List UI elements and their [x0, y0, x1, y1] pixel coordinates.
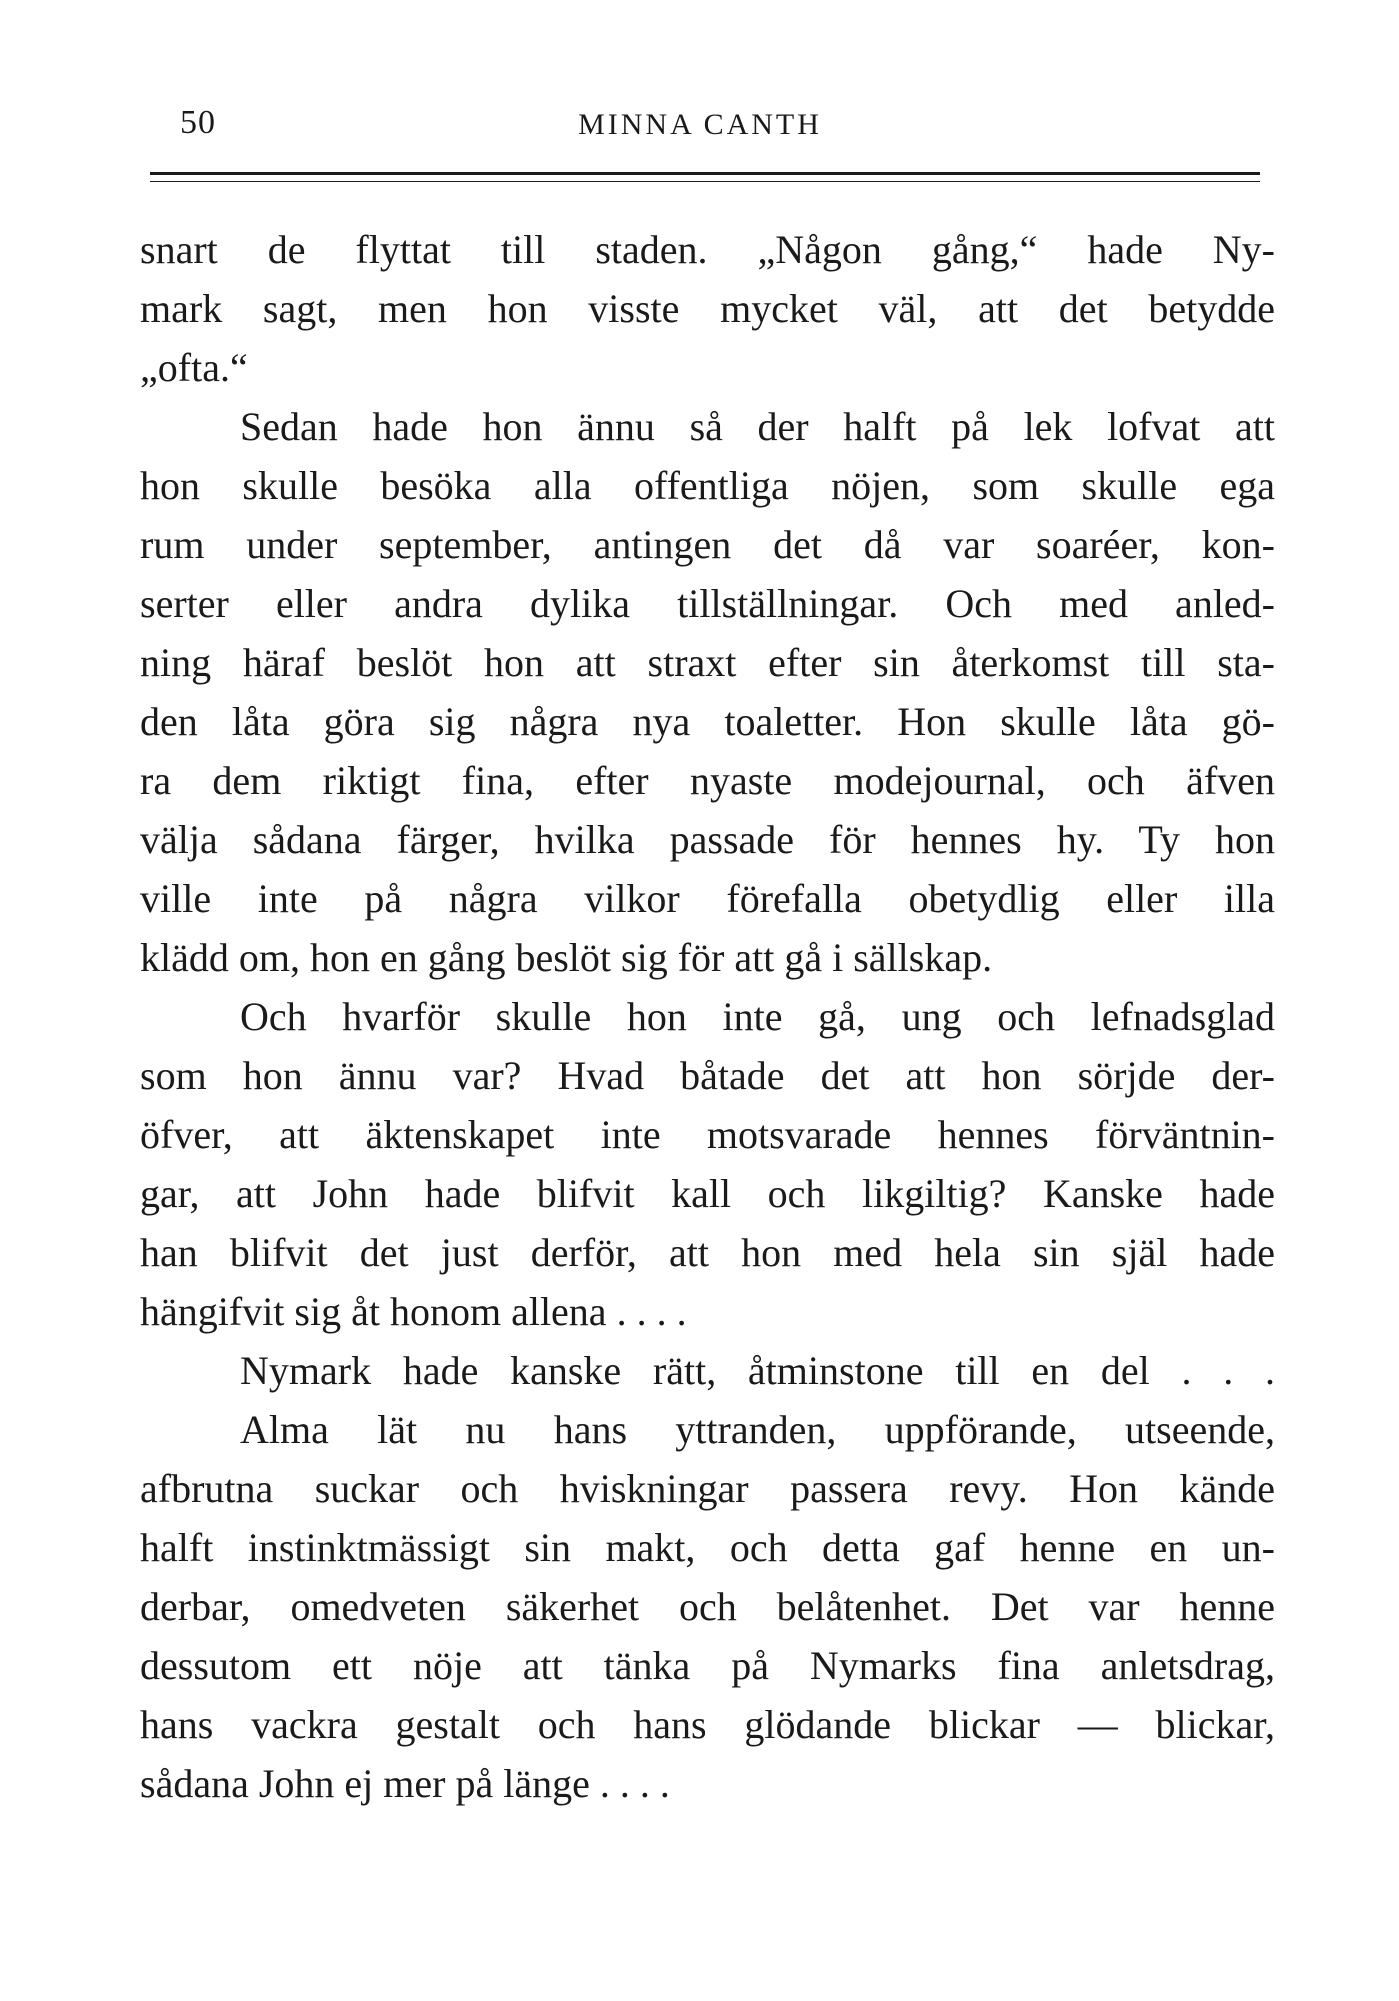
- text-line: afbrutna suckar och hviskningar passera revy. Hon kände: [140, 1466, 1275, 1511]
- text-line: ville inte på några vilkor förefalla obetydlig eller illa: [140, 876, 1275, 921]
- text-line: hans vackra gestalt och hans glödande blickar — blickar,: [140, 1702, 1275, 1747]
- text-line: öfver, att äktenskapet inte motsvarade hennes förväntnin-: [140, 1112, 1275, 1157]
- running-head: MINNA CANTH: [578, 108, 822, 141]
- text-line: rum under september, antingen det då var soaréer, kon-: [140, 522, 1275, 567]
- page-number: 50: [180, 104, 216, 141]
- text-line: ning häraf beslöt hon att straxt efter sin återkomst till sta-: [140, 640, 1275, 685]
- text-line: sådana John ej mer på länge . . . .: [140, 1761, 670, 1806]
- header-rule: [150, 172, 1260, 175]
- text-line: som hon ännu var? Hvad båtade det att hon sörjde der-: [140, 1053, 1275, 1098]
- text-line: hängifvit sig åt honom allena . . . .: [140, 1289, 687, 1334]
- body-text: [140, 220, 1275, 1813]
- text-line: snart de flyttat till staden. „Någon gång,“ hade Ny-: [140, 227, 1275, 272]
- text-line: ra dem riktigt fina, efter nyaste modejournal, och äfven: [140, 758, 1275, 803]
- text-line: Nymark hade kanske rätt, åtminstone till en del . . .: [240, 1348, 1275, 1393]
- text-line: Sedan hade hon ännu så der halft på lek lofvat att: [240, 404, 1275, 449]
- text-line: gar, att John hade blifvit kall och likgiltig? Kanske hade: [140, 1171, 1275, 1216]
- header-rule-thin: [150, 181, 1260, 182]
- page-header: [140, 100, 1260, 160]
- text-line: derbar, omedveten säkerhet och belåtenhet. Det var henne: [140, 1584, 1275, 1629]
- text-line: han blifvit det just derför, att hon med hela sin själ hade: [140, 1230, 1275, 1275]
- text-line: klädd om, hon en gång beslöt sig för att gå i sällskap.: [140, 935, 993, 980]
- text-line: hon skulle besöka alla offentliga nöjen, som skulle ega: [140, 463, 1275, 508]
- text-line: halft instinktmässigt sin makt, och detta gaf henne en un-: [140, 1525, 1275, 1570]
- text-line: välja sådana färger, hvilka passade för hennes hy. Ty hon: [140, 817, 1275, 862]
- text-line: Och hvarför skulle hon inte gå, ung och lefnadsglad: [240, 994, 1275, 1039]
- text-line: dessutom ett nöje att tänka på Nymarks fina anletsdrag,: [140, 1643, 1275, 1688]
- text-line: Alma lät nu hans yttranden, uppförande, utseende,: [240, 1407, 1275, 1452]
- text-line: serter eller andra dylika tillställningar. Och med anled-: [140, 581, 1275, 626]
- text-line: „ofta.“: [140, 345, 248, 390]
- text-line: den låta göra sig några nya toaletter. Hon skulle låta gö-: [140, 699, 1275, 744]
- text-line: mark sagt, men hon visste mycket väl, att det betydde: [140, 286, 1275, 331]
